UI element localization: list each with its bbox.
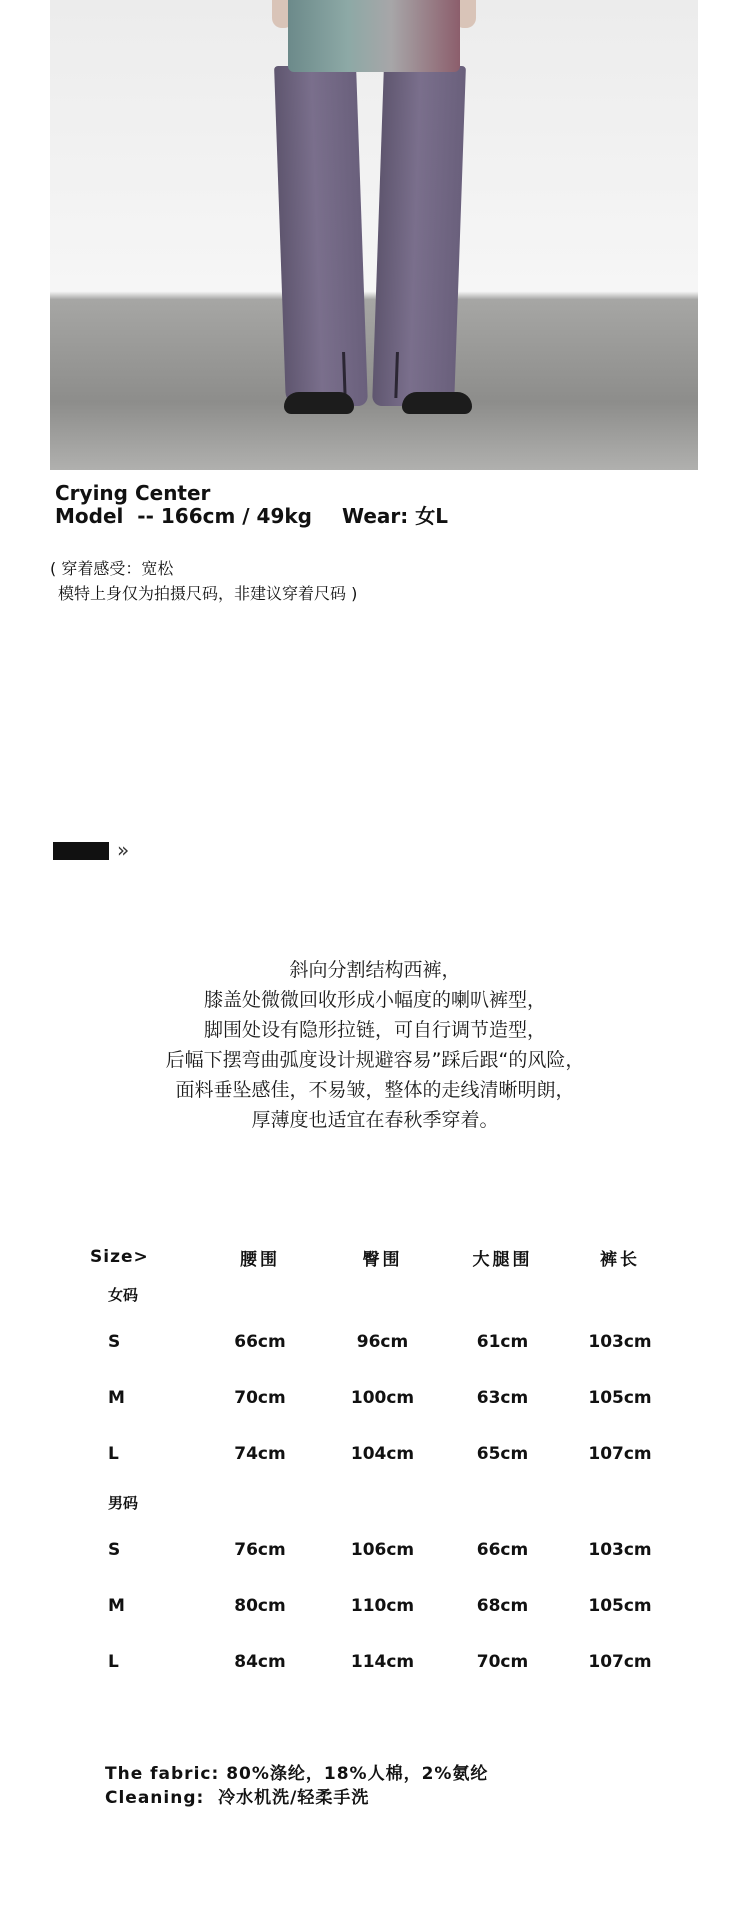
table-cell: 76cm xyxy=(234,1540,286,1560)
double-chevron-icon: » xyxy=(117,838,130,862)
table-cell: 84cm xyxy=(234,1652,286,1672)
table-cell: 100cm xyxy=(350,1388,415,1408)
cleaning-instructions: Cleaning: 冷水机洗/轻柔手洗 xyxy=(105,1788,370,1808)
header-hip: 臀围 xyxy=(362,1249,403,1270)
size-table-header xyxy=(90,1240,680,1274)
fit-note-line2: 模特上身仅为拍摄尺码，非建议穿着尺码 ) xyxy=(58,584,358,603)
table-row xyxy=(90,1426,680,1482)
table-cell: 80cm xyxy=(234,1596,286,1616)
right-shoe xyxy=(402,392,472,414)
group-row-women xyxy=(90,1274,680,1314)
table-cell: M xyxy=(108,1388,125,1408)
fabric-care-info xyxy=(105,1762,488,1810)
group-label: 女码 xyxy=(108,1285,139,1304)
table-cell: S xyxy=(108,1332,121,1352)
header-length: 裤长 xyxy=(600,1249,640,1270)
table-cell: 103cm xyxy=(588,1540,652,1560)
fabric-composition: The fabric: 80%涤纶，18%人棉，2%氨纶 xyxy=(105,1764,489,1784)
table-row xyxy=(90,1578,680,1634)
model-shirt xyxy=(288,0,460,72)
table-cell: 107cm xyxy=(588,1652,652,1672)
header-size: Size> xyxy=(90,1247,149,1267)
table-cell: 105cm xyxy=(588,1388,652,1408)
description-line: 后幅下摆弯曲弧度设计规避容易”踩后跟“的风险， xyxy=(165,1049,585,1071)
description-line: 面料垂坠感佳，不易皱，整体的走线清晰明朗， xyxy=(175,1079,575,1101)
header-waist: 腰围 xyxy=(240,1249,280,1270)
table-cell: 65cm xyxy=(476,1444,529,1464)
table-cell: 105cm xyxy=(588,1596,652,1616)
trouser-right-leg xyxy=(372,66,466,406)
size-table xyxy=(90,1240,680,1690)
table-cell: 110cm xyxy=(350,1596,415,1616)
table-cell: 63cm xyxy=(476,1388,529,1408)
table-cell: 66cm xyxy=(476,1540,529,1560)
table-cell: L xyxy=(108,1652,119,1672)
table-cell: 96cm xyxy=(356,1332,409,1352)
model-measurements: Model -- 166cm / 49kg xyxy=(55,504,312,528)
trouser-left-leg xyxy=(274,66,368,406)
table-cell: 74cm xyxy=(234,1444,286,1464)
table-cell: 107cm xyxy=(588,1444,652,1464)
table-cell: 70cm xyxy=(234,1388,286,1408)
wear-size: Wear: 女L xyxy=(342,504,448,528)
table-cell: M xyxy=(108,1596,125,1616)
left-shoe xyxy=(284,392,354,414)
group-row-men xyxy=(90,1482,680,1522)
zipper-slit xyxy=(342,352,347,398)
product-photo xyxy=(50,0,698,470)
table-cell: 103cm xyxy=(588,1332,652,1352)
zipper-slit xyxy=(394,352,399,398)
table-cell: 66cm xyxy=(234,1332,286,1352)
table-cell: 61cm xyxy=(476,1332,529,1352)
table-row xyxy=(90,1314,680,1370)
description-line: 膝盖处微微回收形成小幅度的喇叭裤型， xyxy=(203,989,546,1011)
fit-note xyxy=(50,556,357,606)
table-cell: 106cm xyxy=(350,1540,415,1560)
table-cell: S xyxy=(108,1540,121,1560)
table-cell: 68cm xyxy=(476,1596,529,1616)
model-caption xyxy=(55,482,448,528)
brand-name: Crying Center xyxy=(55,481,211,505)
table-cell: L xyxy=(108,1444,119,1464)
fit-note-line1: ( 穿着感受：宽松 xyxy=(50,559,174,578)
product-description xyxy=(0,955,750,1135)
table-row xyxy=(90,1370,680,1426)
description-line: 脚围处设有隐形拉链，可自行调节造型， xyxy=(203,1019,546,1041)
description-line: 厚薄度也适宜在春秋季穿着。 xyxy=(251,1109,499,1131)
table-row xyxy=(90,1522,680,1578)
table-cell: 104cm xyxy=(350,1444,415,1464)
table-cell: 70cm xyxy=(476,1652,529,1672)
table-row xyxy=(90,1634,680,1690)
header-thigh: 大腿围 xyxy=(472,1249,533,1270)
table-cell: 114cm xyxy=(350,1652,415,1672)
section-bar xyxy=(53,842,109,860)
description-line: 斜向分割结构西裤， xyxy=(289,959,461,981)
group-label: 男码 xyxy=(108,1493,139,1512)
